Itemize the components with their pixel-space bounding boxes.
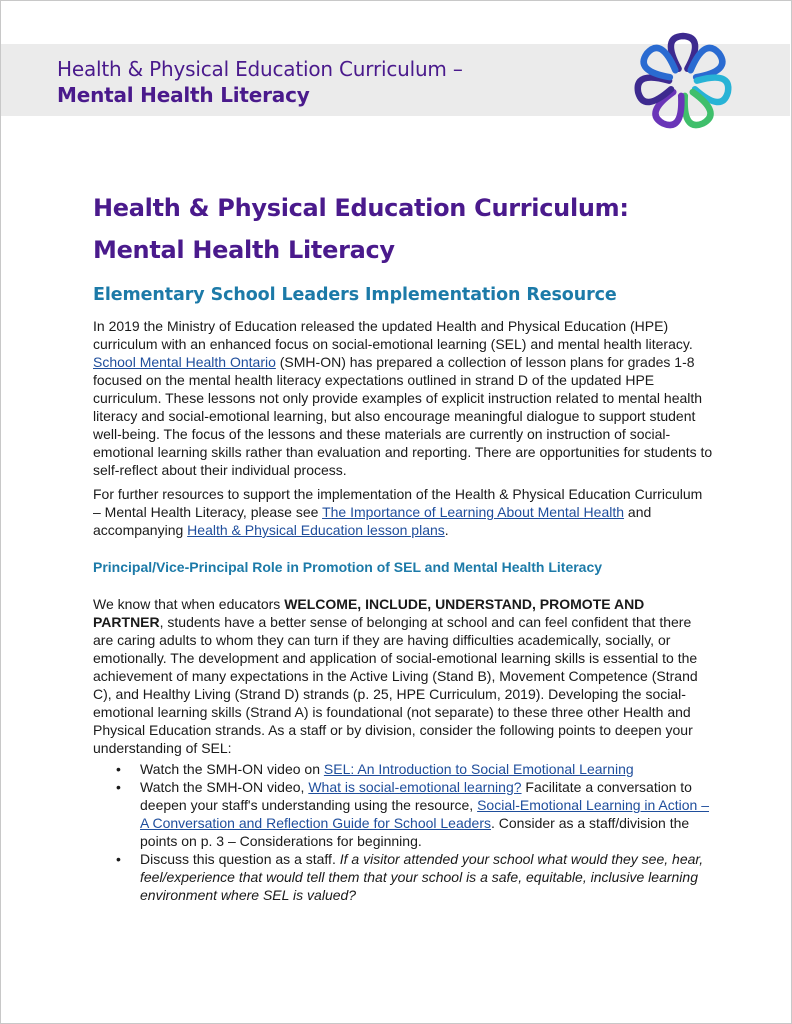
- smh-logo-icon: [629, 26, 737, 138]
- resources-text-b: and accompanying: [93, 504, 652, 538]
- document-title-line1: Health & Physical Education Curriculum:: [93, 194, 629, 222]
- hpe-lesson-plans-link[interactable]: Health & Physical Education lesson plans: [187, 522, 445, 538]
- principal-role-paragraph: [93, 595, 713, 757]
- bullet-2-text-b: Facilitate a conversation to deepen your staff's understanding using the resource,: [140, 779, 692, 813]
- bullet-item: [93, 778, 713, 850]
- bullet-2-text-c: . Consider as a staff/division the points on p. 3 – Considerations for beginning.: [140, 815, 690, 849]
- bullet-dot: •: [116, 851, 121, 867]
- sel-introduction-video-link[interactable]: SEL: An Introduction to Social Emotional Learning: [323, 761, 634, 777]
- resources-text-c: .: [444, 522, 449, 538]
- bullet-item: [93, 850, 713, 904]
- document-title: [93, 187, 713, 271]
- bullet-dot: •: [116, 779, 121, 795]
- bullet-2-text-a: Watch the SMH-ON video,: [140, 779, 309, 795]
- bullet-1-text: Watch the SMH-ON video on: [140, 761, 324, 777]
- school-mental-health-ontario-link[interactable]: School Mental Health Ontario: [93, 354, 276, 370]
- document-subtitle: Elementary School Leaders Implementation Resource: [93, 285, 617, 305]
- importance-of-learning-link[interactable]: The Importance of Learning About Mental Health: [322, 504, 625, 520]
- intro-text-a: In 2019 the Ministry of Education released the updated Health and Physical Education (HPE) curriculum with an enhanced focus on social-emotional learning (SEL) and mental health literacy.: [93, 318, 693, 352]
- resources-paragraph: [93, 485, 713, 539]
- intro-text-b: (SMH-ON) has prepared a collection of lesson plans for grades 1-8 focused on the mental health literacy expectations outlined in strand D of the updated HPE curriculum. These lessons not only provide examples of explicit instruction related to mental health literacy and social-emotional learning, but also encourage meaningful dialogue to support student well-being. The focus of the lessons and these materials are currently on instruction of social-emotional learning skills rather than evaluation and reporting. There are opportunities for students to self-reflect about their individual process.: [93, 354, 713, 478]
- section-heading: Principal/Vice-Principal Role in Promotion of SEL and Mental Health Literacy: [93, 559, 603, 575]
- principal-text-b: , students have a better sense of belonging at school and can feel confident that there are caring adults to whom they can turn if they are having difficulties academically, socially, or emotionally. The development and application of social-emotional learning skills is essential to the achievement of many expectations in the Active Living (Stand B), Movement Competence (Strand C), and Healthy Living (Strand D) strands (p. 25, HPE Curriculum, 2019). Developing the social-emotional learning skills (Strand A) is foundational (not separate) to these three other Health and Physical Education strands. As a staff or by division, consider the following points to deepen your understanding of SEL:: [93, 614, 698, 756]
- resources-text-a: For further resources to support the implementation of the Health & Physical Education Curriculum – Mental Health Literacy, please see: [93, 486, 703, 520]
- header-title-line2: Mental Health Literacy: [57, 83, 310, 107]
- bullet-3-text: Discuss this question as a staff.: [140, 851, 340, 867]
- document-title-line2: Mental Health Literacy: [93, 236, 395, 264]
- bullet-dot: •: [116, 761, 121, 777]
- principal-text-bold: WELCOME, INCLUDE, UNDERSTAND, PROMOTE AND PARTNER: [93, 596, 645, 630]
- sel-bullet-list: [93, 760, 713, 904]
- header-title: [57, 56, 463, 108]
- bullet-item: [93, 760, 713, 778]
- intro-paragraph: [93, 317, 713, 479]
- bullet-3-question: If a visitor attended your school what would they see, hear, feel/experience that would tell them that your school is a safe, equitable, inclusive learning environment where SEL is valued?: [140, 851, 704, 903]
- what-is-sel-video-link[interactable]: What is social-emotional learning?: [308, 779, 522, 795]
- header-title-line1: Health & Physical Education Curriculum –: [57, 57, 463, 81]
- principal-text-a: We know that when educators: [93, 596, 285, 612]
- sel-in-action-guide-link[interactable]: Social-Emotional Learning in Action – A Conversation and Reflection Guide for School Leaders: [140, 797, 710, 831]
